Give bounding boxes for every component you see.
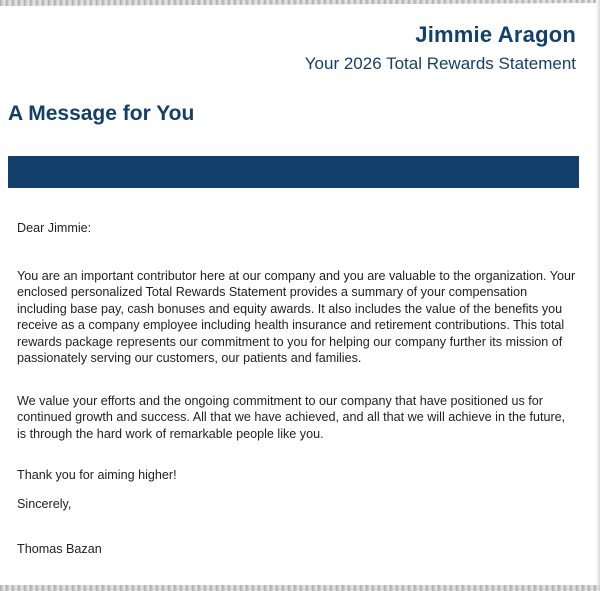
thanks-line: Thank you for aiming higher! bbox=[17, 468, 177, 482]
employee-name: Jimmie Aragon bbox=[415, 22, 576, 47]
statement-subtitle: Your 2026 Total Rewards Statement bbox=[304, 54, 576, 73]
closing-line: Sincerely, bbox=[17, 496, 72, 511]
signer-name: Thomas Bazan bbox=[17, 542, 102, 556]
section-banner bbox=[8, 156, 579, 188]
torn-edge-bottom bbox=[0, 585, 600, 591]
torn-edge-top bbox=[0, 0, 600, 6]
letter-paragraph-2: We value your efforts and the ongoing commitment to our company that have positioned us for continued growth and success. All that we have achieved, and all that we will achieve in the future, is through the hard work of remarkable people like you. bbox=[17, 393, 566, 441]
salutation: Dear Jimmie: bbox=[17, 221, 92, 235]
letter-paragraph-1: You are an important contributor here at our company and you are valuable to the organization. Your enclosed personalized Total Rewards Statement provides a summary of your compensation including base pay, cash bonuses and equity awards. It also includes the value of the benefits you receive as a company employee including health insurance and retirement contributions. This total rewards package represents our commitment to you for helping our company further its mission of passionately serving our customers, our patients and families. bbox=[17, 268, 576, 365]
page-shadow-right bbox=[596, 0, 600, 591]
section-title: A Message for You bbox=[8, 102, 195, 125]
letter-body bbox=[17, 220, 577, 558]
